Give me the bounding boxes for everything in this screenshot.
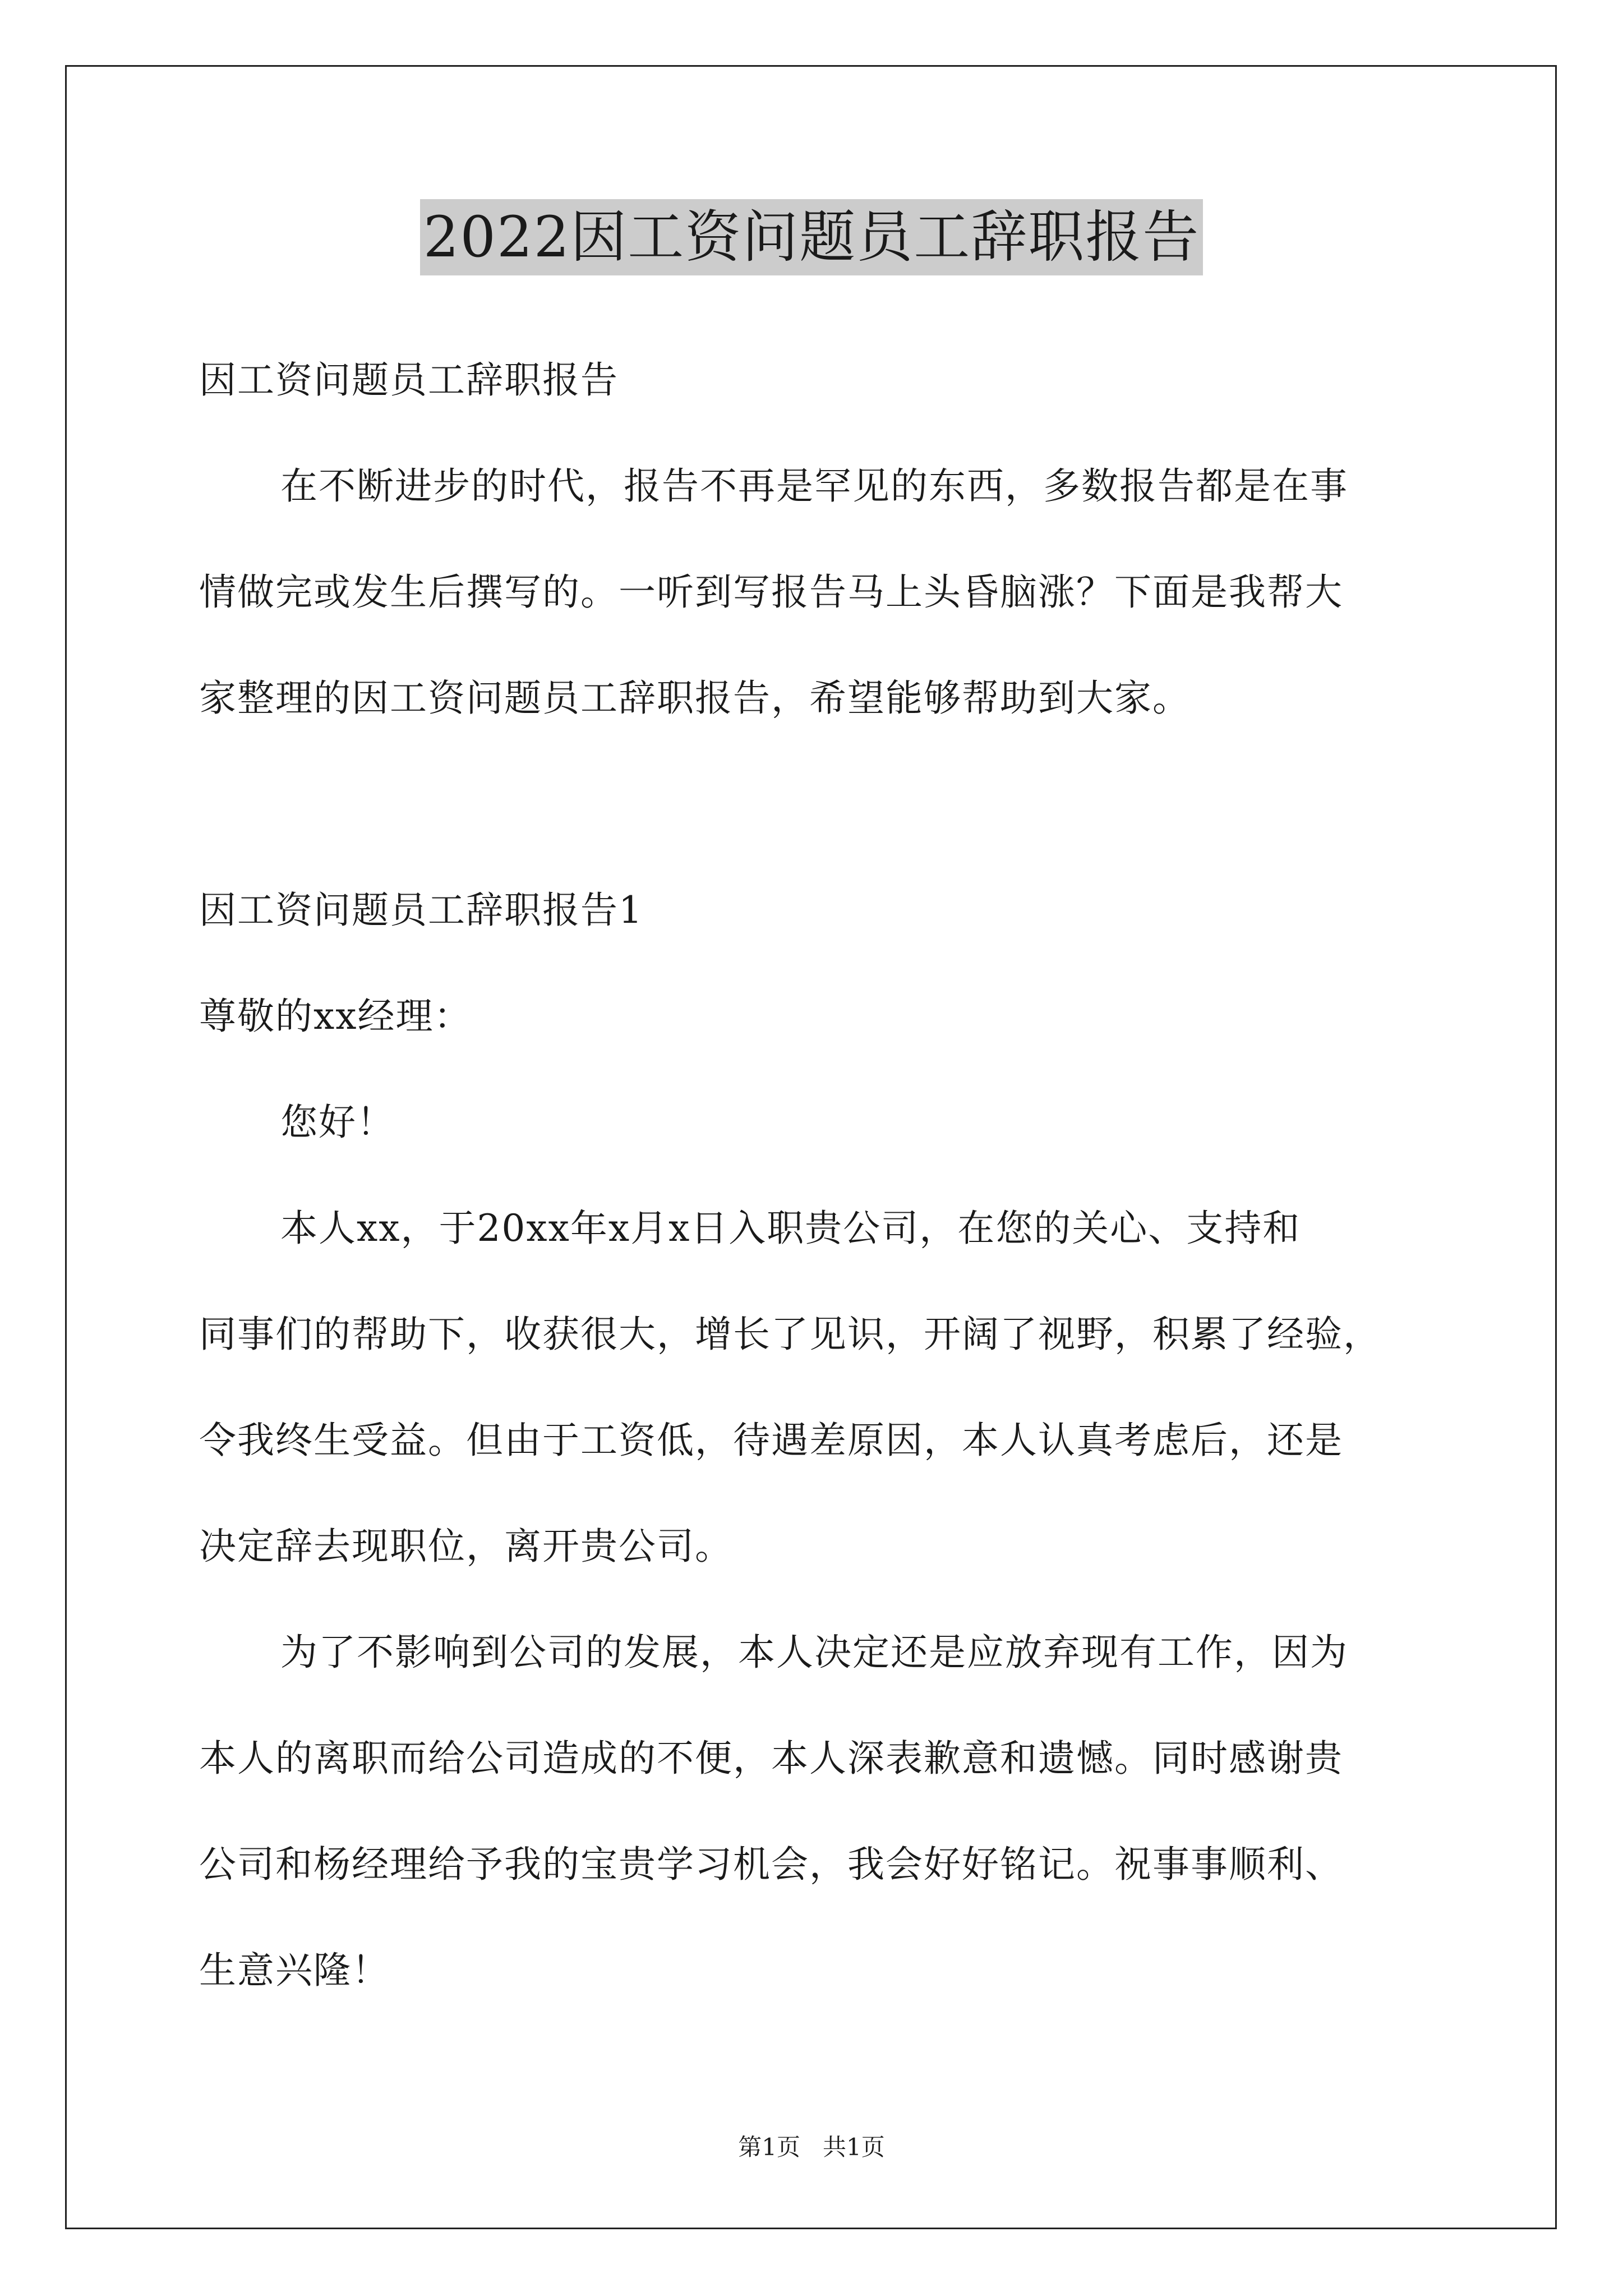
body-line-1: 本人xx，于20xx年x月x日入职贵公司，在您的关心、支持和 <box>280 1207 1301 1250</box>
section-heading: 因工资问题员工辞职报告1 <box>199 889 643 932</box>
body-line-6: 本人的离职而给公司造成的不便，本人深表歉意和遗憾。同时感谢贵 <box>199 1737 1343 1780</box>
intro-line-3: 家整理的因工资问题员工辞职报告，希望能够帮助到大家。 <box>199 677 1191 720</box>
document-title: 2022因工资问题员工辞职报告 <box>420 199 1204 275</box>
body-line-4: 决定辞去现职位，离开贵公司。 <box>199 1525 733 1568</box>
page-footer: 第1页 共1页 <box>738 2133 885 2161</box>
title-container <box>0 199 1623 275</box>
intro-line-1: 在不断进步的时代，报告不再是罕见的东西，多数报告都是在事 <box>280 464 1348 508</box>
body-line-7: 公司和杨经理给予我的宝贵学习机会，我会好好铭记。祝事事顺利、 <box>199 1843 1343 1886</box>
body-line-5: 为了不影响到公司的发展，本人决定还是应放弃现有工作，因为 <box>280 1631 1348 1674</box>
intro-line-2: 情做完或发生后撰写的。一听到写报告马上头昏脑涨？下面是我帮大 <box>199 570 1343 614</box>
salutation-line: 尊敬的xx经理： <box>199 995 472 1038</box>
subtitle-line: 因工资问题员工辞职报告 <box>199 358 619 402</box>
body-line-8: 生意兴隆！ <box>199 1949 390 1992</box>
body-line-2: 同事们的帮助下，收获很大，增长了见识，开阔了视野，积累了经验， <box>199 1313 1381 1356</box>
body-line-3: 令我终生受益。但由于工资低，待遇差原因，本人认真考虑后，还是 <box>199 1419 1343 1462</box>
greeting-line: 您好！ <box>280 1101 395 1144</box>
